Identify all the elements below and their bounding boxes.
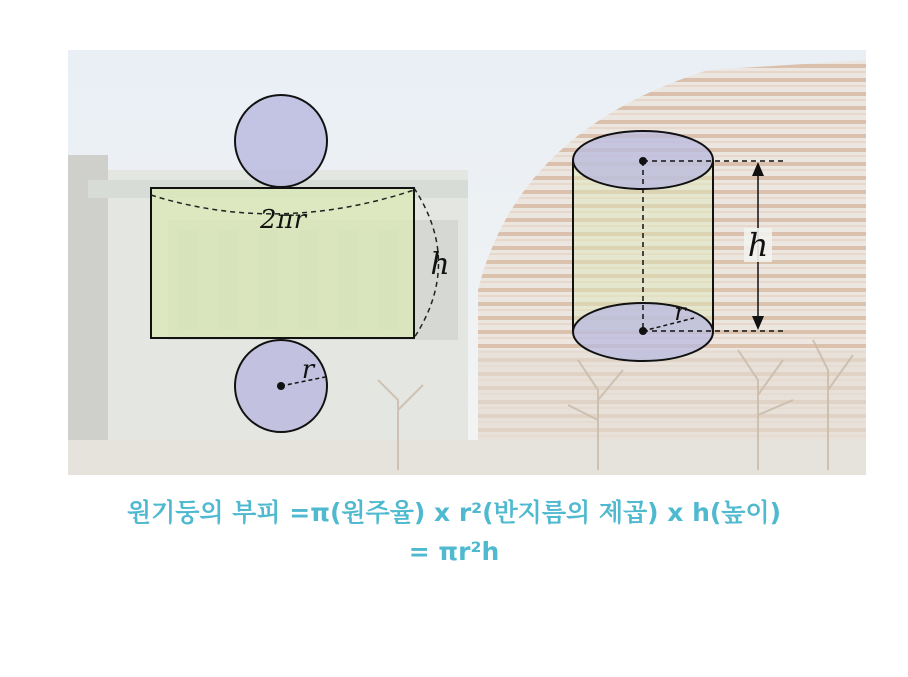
net-top-circle <box>235 95 327 187</box>
formula-result: = πr²h <box>408 537 500 566</box>
volume-diagram <box>68 50 866 475</box>
cylinder-radius-label: r <box>674 298 686 326</box>
net-center-dot <box>277 382 285 390</box>
cylinder-height-label: h <box>747 226 769 264</box>
net-radius-label: r <box>301 355 315 385</box>
cylinder-bottom-center-dot <box>639 327 647 335</box>
net-height-label: h <box>430 247 450 282</box>
cylinder-top-center-dot <box>639 157 647 165</box>
formula-caption: 원기둥의 부피 =π(원주율) x r²(반지름의 제곱) x h(높이) <box>126 498 782 527</box>
net-circumference-label: 2πr <box>259 205 307 235</box>
